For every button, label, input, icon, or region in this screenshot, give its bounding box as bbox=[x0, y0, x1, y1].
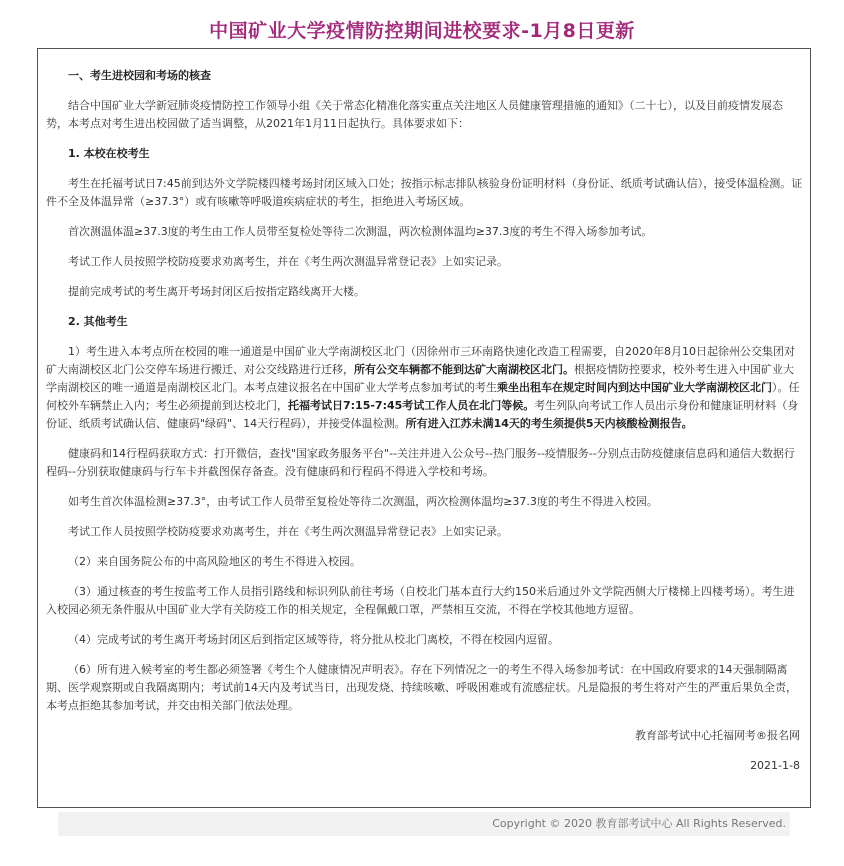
subsection-heading-other: 2. 其他考生 bbox=[68, 315, 128, 328]
paragraph: 考试工作人员按照学校防疫要求劝离考生，并在《考生两次测温异常登记表》上如实记录。 bbox=[68, 255, 508, 268]
text-segment: 考生列队向考试工作人员出示身份和健康证明材料（身份证、纸质考试确认信、健康码"绿码"、14天行程码），并接受体温检测。 bbox=[46, 399, 799, 430]
emphasis-text: 所有公交车辆都不能到达矿大南湖校区北门。 bbox=[354, 363, 574, 376]
paragraph-entry-route bbox=[46, 343, 804, 433]
paragraph: 如考生首次体温检测≥37.3°，由考试工作人员带至复检处等待二次测温，两次检测体温均≥37.3度的考生不得进入校园。 bbox=[68, 495, 658, 508]
text-segment: ）。任何校外车辆禁止入内；考生必须提前到达校北门， bbox=[46, 381, 800, 412]
intro-paragraph: 结合中国矿业大学新冠肺炎疫情防控工作领导小组《关于常态化精准化落实重点关注地区人员健康管理措施的通知》（二十七），以及目前疫情发展态势，本考点对考生进出校园做了适当调整，从2021年1月11日起执行。具体要求如下： bbox=[46, 99, 783, 130]
text-segment: 1）考生进入本考点所在校园的唯一通道是中国矿业大学南湖校区北门（因徐州市三环南路快速化改造工程需要，自2020年8月10日起徐州公交集团对矿大南湖校区北门公交停车场进行搬迁、对公交线路进行迁移， bbox=[46, 345, 795, 376]
emphasis-text: 托福考试日7:15-7:45考试工作人员在北门等候。 bbox=[288, 399, 535, 412]
page-title: 中国矿业大学疫情防控期间进校要求-1月8日更新 bbox=[209, 20, 635, 42]
paragraph: 首次测温体温≥37.3度的考生由工作人员带至复检处等待二次测温，两次检测体温均≥37.3度的考生不得入场参加考试。 bbox=[68, 225, 653, 238]
paragraph: 考生在托福考试日7:45前到达外文学院楼四楼考场封闭区域入口处；按指示标志排队核验身份证明材料（身份证、纸质考试确认信），接受体温检测。证件不全及体温异常（≥37.3°）或有咳嗽等呼吸道疾病症状的考生，拒绝进入考场区域。 bbox=[46, 177, 803, 208]
emphasis-text: 乘坐出租车在规定时间内到达中国矿业大学南湖校区北门 bbox=[497, 381, 772, 394]
text-segment: 根据疫情防控要求，校外考生进入中国矿业大学南湖校区的唯一通道是南湖校区北门。本考点建议报名在中国矿业大学考点参加考试的考生 bbox=[46, 363, 794, 394]
section-heading: 一、考生进校园和考场的核查 bbox=[68, 69, 211, 82]
emphasis-text: 所有进入江苏未满14天的考生须提供5天内核酸检测报告。 bbox=[405, 417, 693, 430]
list-item: （3）通过核查的考生按监考工作人员指引路线和标识列队前往考场（自校北门基本直行大约150米后通过外文学院西侧大厅楼梯上四楼考场）。考生进入校园必须无条件服从中国矿业大学有关防疫工作的相关规定，全程佩戴口罩，严禁相互交流，不得在学校其他地方逗留。 bbox=[46, 585, 795, 616]
list-item: （4）完成考试的考生离开考场封闭区后到指定区域等待，将分批从校北门离校，不得在校园内逗留。 bbox=[68, 633, 559, 646]
subsection-heading-on-campus: 1. 本校在校考生 bbox=[68, 147, 150, 160]
paragraph: 提前完成考试的考生离开考场封闭区后按指定路线离开大楼。 bbox=[68, 285, 365, 298]
list-item: （6）所有进入候考室的考生都必须签署《考生个人健康情况声明表》。存在下列情况之一的考生不得入场参加考试：在中国政府要求的14天强制隔离期、医学观察期或自我隔离期内；考试前14天内及考试当日，出现发烧、持续咳嗽、呼吸困难或有流感症状。凡是隐报的考生将对产生的严重后果负全责，本考点拒绝其参加考试，并交由相关部门依法处理。 bbox=[46, 663, 797, 712]
date: 2021-1-8 bbox=[750, 759, 800, 772]
notice-content bbox=[37, 48, 811, 808]
paragraph: 健康码和14行程码获取方式：打开微信，查找"国家政务服务平台"--关注并进入公众号--热门服务--疫情服务--分别点击防疫健康信息码和通信大数据行程码--分别获取健康码与行车卡并截图保存备查。没有健康码和行程码不得进入学校和考场。 bbox=[46, 447, 795, 478]
list-item: （2）来自国务院公布的中高风险地区的考生不得进入校园。 bbox=[68, 555, 361, 568]
signature: 教育部考试中心托福网考®报名网 bbox=[635, 729, 800, 742]
paragraph: 考试工作人员按照学校防疫要求劝离考生，并在《考生两次测温异常登记表》上如实记录。 bbox=[68, 525, 508, 538]
footer-copyright: Copyright © 2020 教育部考试中心 All Rights Reserved. bbox=[58, 812, 790, 836]
